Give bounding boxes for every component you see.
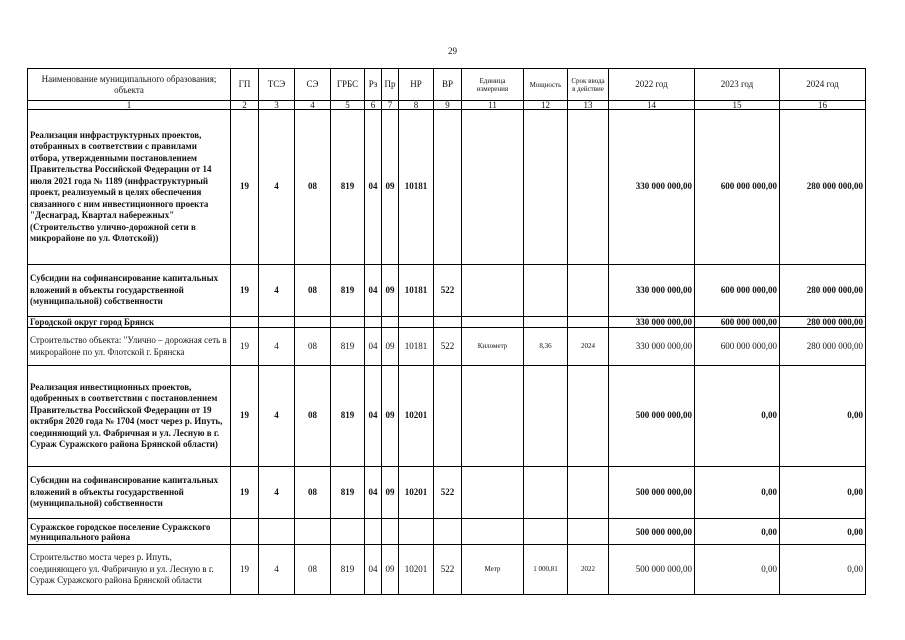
table-row [28, 110, 866, 265]
cell-gp: 19 [231, 110, 259, 265]
cell-term: 2024 [568, 328, 609, 366]
col-header-se: СЭ [295, 69, 331, 101]
cell-grbs: 819 [331, 545, 365, 595]
col-header-tse: ТСЭ [259, 69, 295, 101]
table-row [28, 545, 866, 595]
page-number: 29 [448, 46, 457, 56]
cell-se: 08 [295, 110, 331, 265]
cell-nr [399, 317, 434, 328]
cell-2023: 600 000 000,00 [695, 265, 780, 317]
table-row [28, 317, 866, 328]
cell-tse: 4 [259, 467, 295, 519]
cell-tse [259, 519, 295, 545]
cell-2024: 280 000 000,00 [780, 328, 866, 366]
cell-2023: 0,00 [695, 519, 780, 545]
cell-gp [231, 519, 259, 545]
cell-2023: 0,00 [695, 545, 780, 595]
cell-vr [434, 366, 462, 467]
cell-pr: 09 [382, 265, 399, 317]
cell-grbs: 819 [331, 110, 365, 265]
cell-pr: 09 [382, 110, 399, 265]
cell-rz [365, 317, 382, 328]
cell-gp: 19 [231, 328, 259, 366]
col-header-nr: НР [399, 69, 434, 101]
cell-tse: 4 [259, 265, 295, 317]
col-number: 13 [568, 101, 609, 110]
col-header-2022: 2022 год [609, 69, 695, 101]
cell-nr: 10201 [399, 467, 434, 519]
cell-power [524, 467, 568, 519]
col-number: 5 [331, 101, 365, 110]
cell-2022: 330 000 000,00 [609, 317, 695, 328]
cell-nr: 10181 [399, 110, 434, 265]
cell-2023: 600 000 000,00 [695, 110, 780, 265]
cell-pr: 09 [382, 467, 399, 519]
cell-2022: 330 000 000,00 [609, 265, 695, 317]
cell-term [568, 467, 609, 519]
cell-power [524, 265, 568, 317]
cell-gp: 19 [231, 545, 259, 595]
col-header-power: Мощность [524, 69, 568, 101]
header-row [28, 69, 866, 101]
cell-2022: 500 000 000,00 [609, 467, 695, 519]
col-header-grbs: ГРБС [331, 69, 365, 101]
cell-term [568, 265, 609, 317]
cell-tse: 4 [259, 545, 295, 595]
cell-unit [462, 519, 524, 545]
col-number: 3 [259, 101, 295, 110]
cell-2024: 0,00 [780, 366, 866, 467]
cell-nr: 10201 [399, 545, 434, 595]
cell-2022: 500 000 000,00 [609, 545, 695, 595]
cell-unit: Километр [462, 328, 524, 366]
col-number: 11 [462, 101, 524, 110]
cell-pr [382, 317, 399, 328]
cell-unit [462, 366, 524, 467]
row-name: Суражское городское поселение Суражского муниципального района [28, 519, 231, 545]
cell-gp: 19 [231, 366, 259, 467]
cell-term [568, 110, 609, 265]
cell-nr: 10201 [399, 366, 434, 467]
cell-se: 08 [295, 265, 331, 317]
column-number-row [28, 101, 866, 110]
cell-2023: 600 000 000,00 [695, 317, 780, 328]
cell-grbs: 819 [331, 366, 365, 467]
row-name: Строительство объекта: "Улично – дорожная сеть в микрорайоне по ул. Флотской г. Брянска [28, 328, 231, 366]
cell-rz: 04 [365, 265, 382, 317]
cell-2022: 330 000 000,00 [609, 110, 695, 265]
cell-2024: 0,00 [780, 545, 866, 595]
cell-term [568, 317, 609, 328]
cell-unit [462, 265, 524, 317]
cell-unit: Метр [462, 545, 524, 595]
cell-grbs: 819 [331, 265, 365, 317]
col-number: 16 [780, 101, 866, 110]
cell-nr: 10181 [399, 328, 434, 366]
col-number: 8 [399, 101, 434, 110]
table-row [28, 519, 866, 545]
cell-tse [259, 317, 295, 328]
col-header-pr: Пр [382, 69, 399, 101]
cell-tse: 4 [259, 366, 295, 467]
cell-power [524, 519, 568, 545]
col-number: 12 [524, 101, 568, 110]
cell-vr: 522 [434, 265, 462, 317]
cell-2024: 280 000 000,00 [780, 265, 866, 317]
cell-2022: 330 000 000,00 [609, 328, 695, 366]
cell-2023: 600 000 000,00 [695, 328, 780, 366]
cell-grbs [331, 519, 365, 545]
cell-rz: 04 [365, 366, 382, 467]
cell-vr [434, 317, 462, 328]
cell-grbs [331, 317, 365, 328]
cell-power [524, 317, 568, 328]
col-number: 1 [28, 101, 231, 110]
col-header-rz: Рз [365, 69, 382, 101]
cell-se: 08 [295, 328, 331, 366]
budget-table [27, 68, 866, 595]
cell-rz: 04 [365, 467, 382, 519]
cell-rz: 04 [365, 545, 382, 595]
cell-pr: 09 [382, 545, 399, 595]
col-number: 7 [382, 101, 399, 110]
cell-2022: 500 000 000,00 [609, 366, 695, 467]
cell-vr [434, 519, 462, 545]
table-row [28, 366, 866, 467]
cell-2022: 500 000 000,00 [609, 519, 695, 545]
cell-se: 08 [295, 366, 331, 467]
cell-grbs: 819 [331, 467, 365, 519]
cell-nr: 10181 [399, 265, 434, 317]
cell-power: 1 000,81 [524, 545, 568, 595]
cell-unit [462, 110, 524, 265]
col-number: 6 [365, 101, 382, 110]
col-header-unit: Единица измерения [462, 69, 524, 101]
cell-term [568, 519, 609, 545]
cell-pr: 09 [382, 328, 399, 366]
col-header-gp: ГП [231, 69, 259, 101]
cell-tse: 4 [259, 328, 295, 366]
cell-vr: 522 [434, 328, 462, 366]
cell-unit [462, 317, 524, 328]
cell-se [295, 519, 331, 545]
cell-vr: 522 [434, 467, 462, 519]
row-name: Городской округ город Брянск [28, 317, 231, 328]
cell-unit [462, 467, 524, 519]
cell-2024: 0,00 [780, 467, 866, 519]
row-name: Субсидии на софинансирование капитальных вложений в объекты государственной (муниципальной) собственности [28, 467, 231, 519]
cell-gp: 19 [231, 467, 259, 519]
cell-tse: 4 [259, 110, 295, 265]
row-name: Строительство моста через р. Ипуть, соединяющего ул. Фабричную и ул. Лесную в г. Сураж Суражского района Брянской области [28, 545, 231, 595]
col-number: 14 [609, 101, 695, 110]
cell-vr [434, 110, 462, 265]
cell-nr [399, 519, 434, 545]
table-row [28, 328, 866, 366]
cell-gp: 19 [231, 265, 259, 317]
cell-se [295, 317, 331, 328]
cell-pr [382, 519, 399, 545]
row-name: Реализация инвестиционных проектов, одобренных в соответствии с постановлением Правительства Российской Федерации от 19 октября 2020 года № 1704 (мост через р. Ипуть, соединяющий ул. Фабричная и ул. Лесную в г. Сураж Суражского района Брянской области) [28, 366, 231, 467]
col-number: 4 [295, 101, 331, 110]
col-number: 9 [434, 101, 462, 110]
cell-grbs: 819 [331, 328, 365, 366]
cell-se: 08 [295, 545, 331, 595]
cell-rz: 04 [365, 328, 382, 366]
cell-power: 8,36 [524, 328, 568, 366]
cell-term [568, 366, 609, 467]
cell-rz: 04 [365, 110, 382, 265]
col-number: 2 [231, 101, 259, 110]
cell-power [524, 110, 568, 265]
cell-2024: 280 000 000,00 [780, 110, 866, 265]
col-header-name: Наименование муниципального образования; объекта [28, 69, 231, 101]
cell-2024: 0,00 [780, 519, 866, 545]
cell-vr: 522 [434, 545, 462, 595]
table-row [28, 467, 866, 519]
cell-pr: 09 [382, 366, 399, 467]
table-row [28, 265, 866, 317]
cell-2024: 280 000 000,00 [780, 317, 866, 328]
cell-gp [231, 317, 259, 328]
col-header-term: Срок ввода в действие [568, 69, 609, 101]
cell-2023: 0,00 [695, 467, 780, 519]
row-name: Субсидии на софинансирование капитальных вложений в объекты государственной (муниципальной) собственности [28, 265, 231, 317]
cell-se: 08 [295, 467, 331, 519]
row-name: Реализация инфраструктурных проектов, отобранных в соответствии с правилами отбора, утвержденными постановлением Правительства Российской Федерации от 14 июля 2021 года № 1189 (инфраструктурный проект, реализуемый в целях обеспечения связанного с ним инвестиционного проекта "Деснаград, Квартал набережных" (Строительство улично-дорожной сети в микрорайоне по ул. Флотской)) [28, 110, 231, 265]
cell-2023: 0,00 [695, 366, 780, 467]
col-number: 15 [695, 101, 780, 110]
col-header-2023: 2023 год [695, 69, 780, 101]
col-header-vr: ВР [434, 69, 462, 101]
cell-rz [365, 519, 382, 545]
cell-term: 2022 [568, 545, 609, 595]
cell-power [524, 366, 568, 467]
col-header-2024: 2024 год [780, 69, 866, 101]
